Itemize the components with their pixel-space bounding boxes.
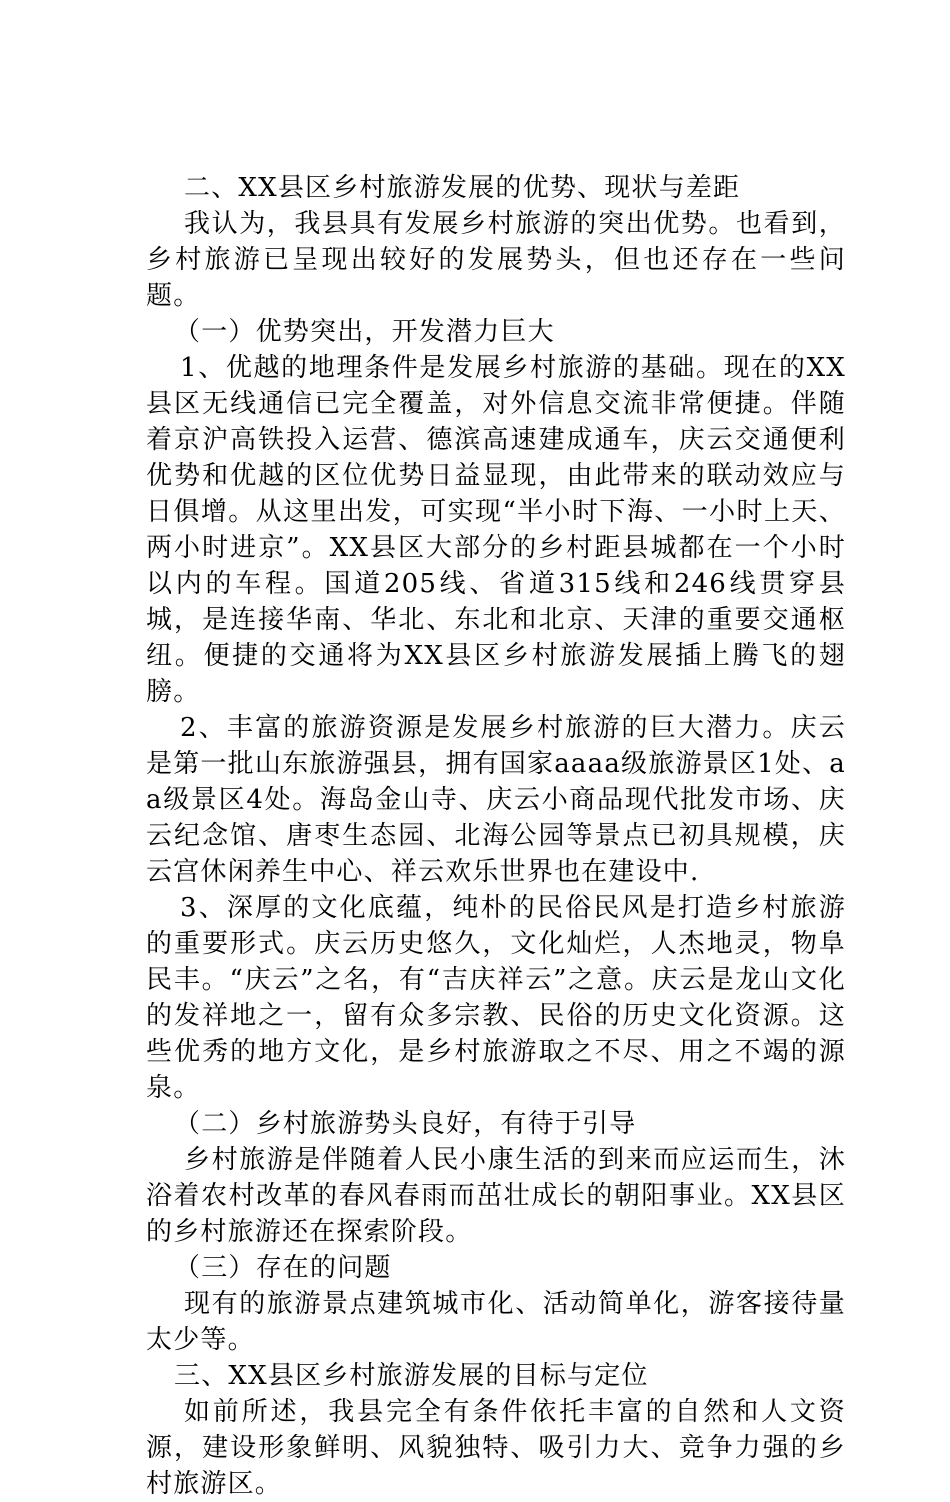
subheading-momentum: （二）乡村旅游势头良好，有待于引导 [174,1109,637,1139]
paragraph-resources: 2、丰富的旅游资源是发展乡村旅游的巨大潜力。庆云是第一批山东旅游强县，拥有国家aaaa级旅游景区1处、aa级景区4处。海岛金山寺、庆云小商品现代批发市场、庆云纪念馆、唐枣生态园、北海公园等景点已初具规模，庆云宫休闲养生中心、祥云欢乐世界也在建设中. [146,713,846,887]
paragraph-problems: 现有的旅游景点建筑城市化、活动简单化，游客接待量太少等。 [146,1289,846,1355]
subheading-advantages: （一）优势突出，开发潜力巨大 [174,317,555,347]
paragraph-momentum: 乡村旅游是伴随着人民小康生活的到来而应运而生，沐浴着农村改革的春风春雨而茁壮成长的朝阳事业。XX县区的乡村旅游还在探索阶段。 [146,1145,846,1247]
paragraph-goals: 如前所述，我县完全有条件依托丰富的自然和人文资源，建设形象鲜明、风貌独特、吸引力大、竞争力强的乡村旅游区。 [146,1397,846,1499]
subheading-problems: （三）存在的问题 [174,1253,392,1283]
paragraph-geography: 1、优越的地理条件是发展乡村旅游的基础。现在的XX县区无线通信已完全覆盖，对外信息交流非常便捷。伴随着京沪高铁投入运营、德滨高速建成通车，庆云交通便利优势和优越的区位优势日益显现，由此带来的联动效应与日俱增。从这里出发，可实现“半小时下海、一小时上天、两小时进京”。XX县区大部分的乡村距县城都在一个小时以内的车程。国道205线、省道315线和246线贯穿县城，是连接华南、华北、东北和北京、天津的重要交通枢纽。便捷的交通将为XX县区乡村旅游发展插上腾飞的翅膀。 [146,353,846,707]
paragraph-intro: 我认为，我县具有发展乡村旅游的突出优势。也看到，乡村旅游已呈现出较好的发展势头，但也还存在一些问题。 [146,209,846,311]
section-heading-three: 三、XX县区乡村旅游发展的目标与定位 [174,1361,649,1391]
document-body [146,170,846,1502]
section-heading-two: 二、XX县区乡村旅游发展的优势、现状与差距 [184,173,741,203]
paragraph-culture: 3、深厚的文化底蕴，纯朴的民俗民风是打造乡村旅游的重要形式。庆云历史悠久，文化灿烂，人杰地灵，物阜民丰。“庆云”之名，有“吉庆祥云”之意。庆云是龙山文化的发祥地之一，留有众多宗教、民俗的历史文化资源。这些优秀的地方文化，是乡村旅游取之不尽、用之不竭的源泉。 [146,893,846,1103]
